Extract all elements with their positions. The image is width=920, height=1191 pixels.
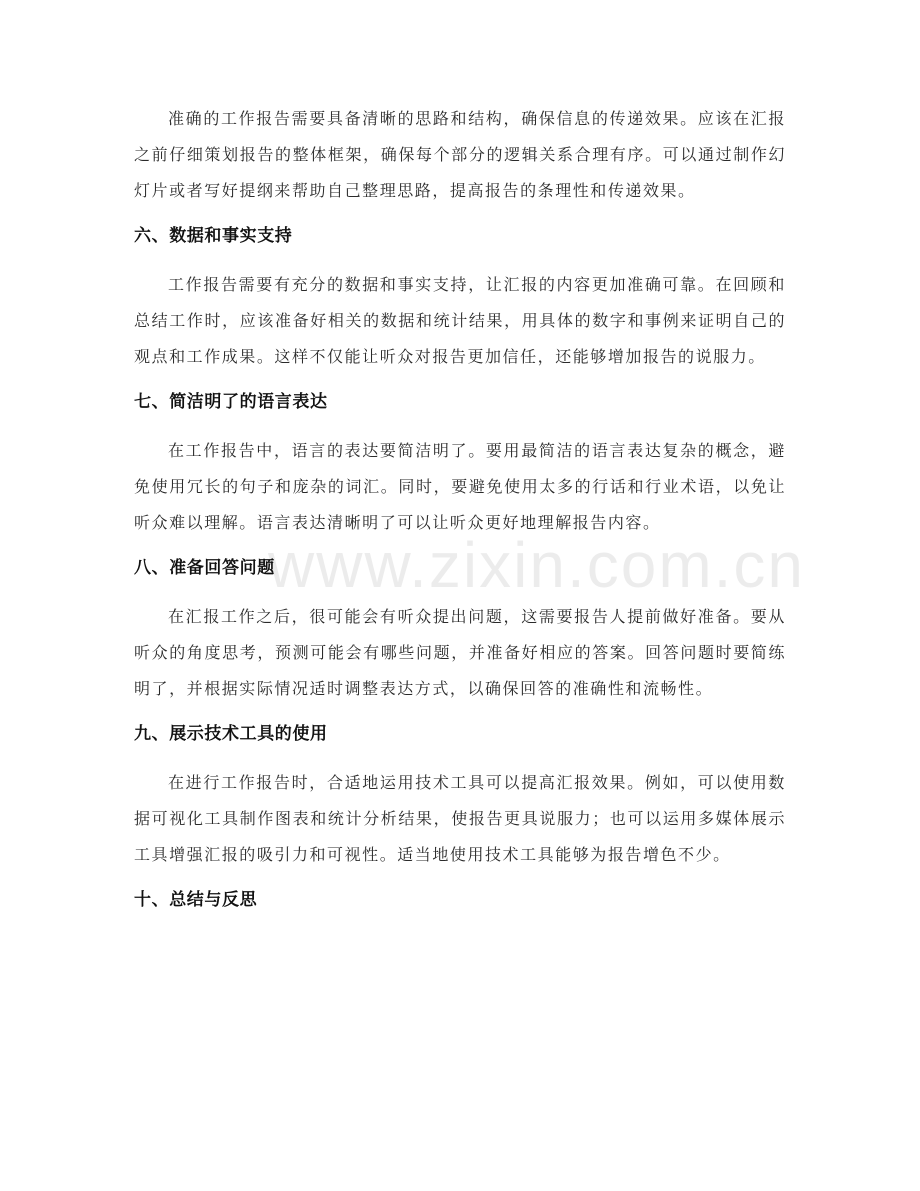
document-body <box>134 101 786 913</box>
section-heading-9: 九、展示技术工具的使用 <box>134 724 328 744</box>
spacer <box>134 415 786 433</box>
section-heading-10: 十、总结与反思 <box>134 890 258 910</box>
spacer <box>134 581 786 599</box>
section-heading-6: 六、数据和事实支持 <box>134 226 293 246</box>
spacer <box>134 209 786 223</box>
spacer <box>134 873 786 887</box>
paragraph-section-7: 在工作报告中，语言的表达要简洁明了。要用最简洁的语言表达复杂的概念，避免使用冗长的句子和庞杂的词汇。同时，要避免使用太多的行话和行业术语，以免让听众难以理解。语言表达清晰明了可以让听众更好地理解报告内容。 <box>134 441 786 532</box>
spacer <box>134 375 786 389</box>
section-heading-8: 八、准备回答问题 <box>134 558 275 578</box>
spacer <box>134 249 786 267</box>
section-heading-7: 七、简洁明了的语言表达 <box>134 392 328 412</box>
spacer <box>134 541 786 555</box>
spacer <box>134 747 786 765</box>
paragraph-intro: 准确的工作报告需要具备清晰的思路和结构，确保信息的传递效果。应该在汇报之前仔细策划报告的整体框架，确保每个部分的逻辑关系合理有序。可以通过制作幻灯片或者写好提纲来帮助自己整理思路，提高报告的条理性和传递效果。 <box>134 109 786 200</box>
paragraph-section-8: 在汇报工作之后，很可能会有听众提出问题，这需要报告人提前做好准备。要从听众的角度思考，预测可能会有哪些问题，并准备好相应的答案。回答问题时要简练明了，并根据实际情况适时调整表达方式，以确保回答的准确性和流畅性。 <box>134 607 786 698</box>
paragraph-section-9: 在进行工作报告时，合适地运用技术工具可以提高汇报效果。例如，可以使用数据可视化工具制作图表和统计分析结果，使报告更具说服力；也可以运用多媒体展示工具增强汇报的吸引力和可视性。适当地使用技术工具能够为报告增色不少。 <box>134 773 786 864</box>
paragraph-section-6: 工作报告需要有充分的数据和事实支持，让汇报的内容更加准确可靠。在回顾和总结工作时，应该准备好相关的数据和统计结果，用具体的数字和事例来证明自己的观点和工作成果。这样不仅能让听众对报告更加信任，还能够增加报告的说服力。 <box>134 275 786 366</box>
watermark-text: www.zixin.com.cn <box>268 529 805 601</box>
spacer <box>134 707 786 721</box>
